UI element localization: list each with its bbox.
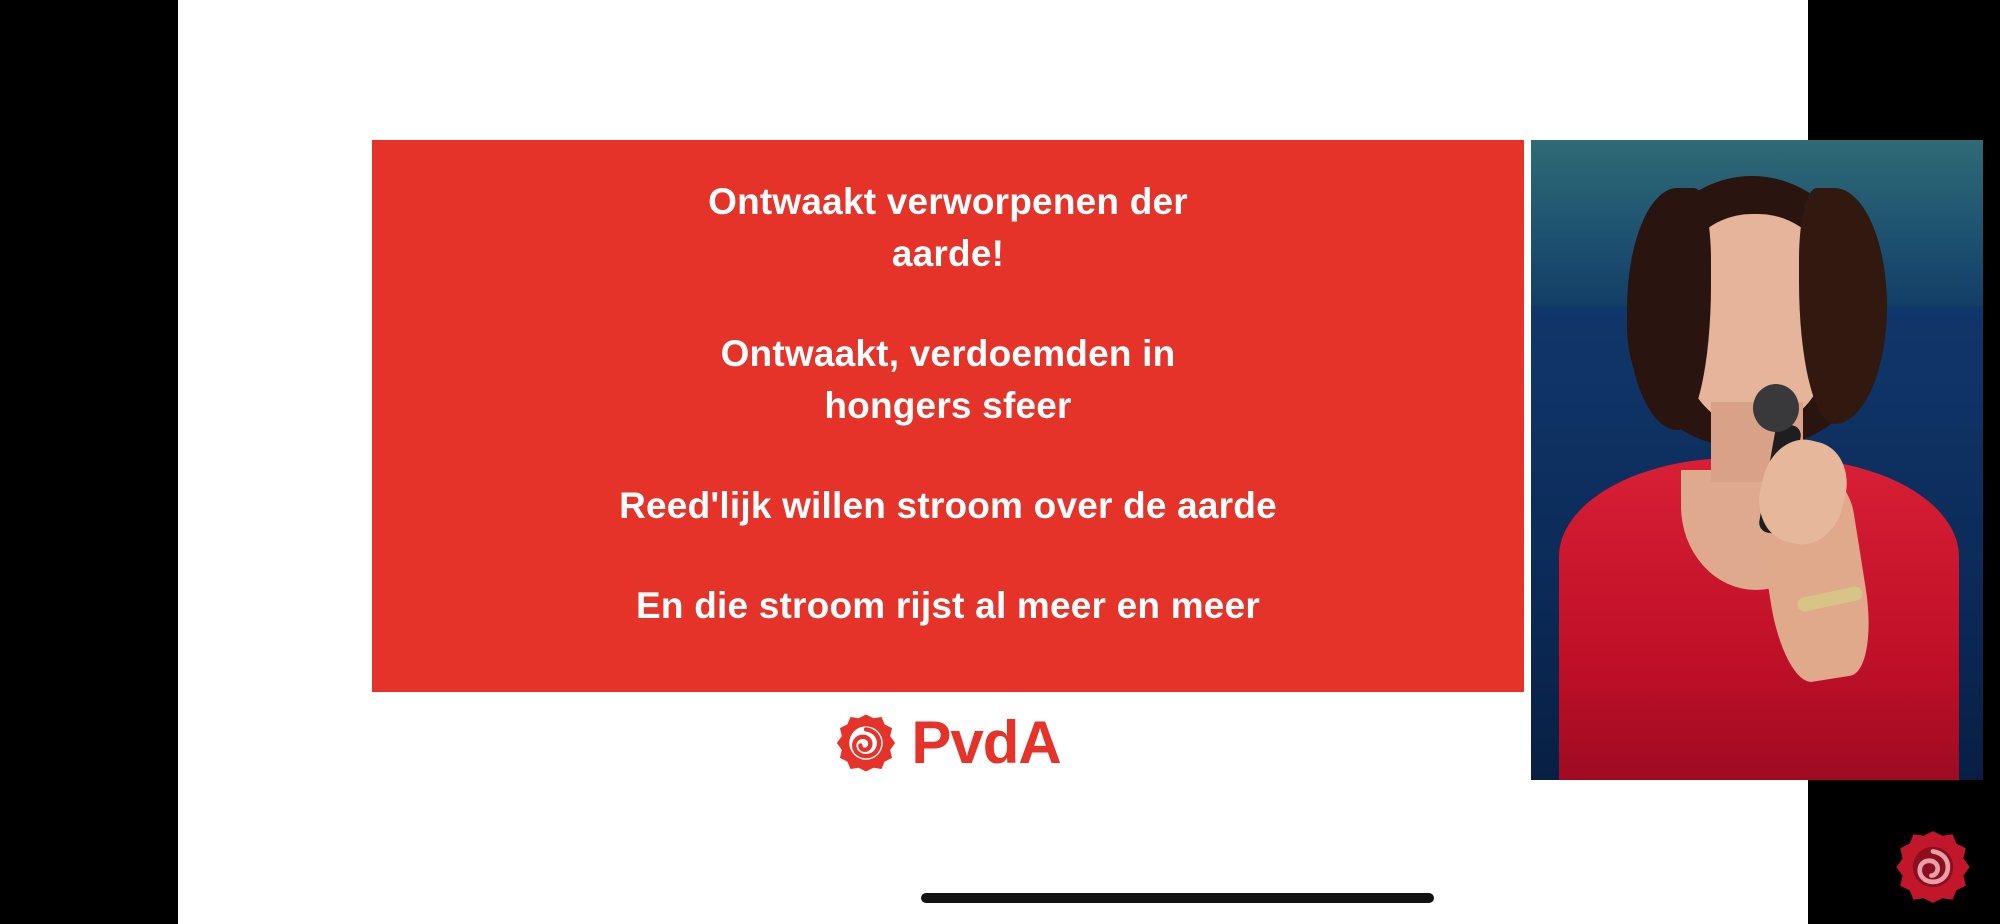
- rose-logo-icon: [835, 712, 897, 774]
- brand-logo: [372, 700, 1524, 786]
- speaker-photo: [1531, 140, 1983, 780]
- brand-name: PvdA: [911, 709, 1061, 776]
- lyric-block: [412, 480, 1484, 532]
- lyrics-panel: [372, 140, 1524, 692]
- rose-watermark-icon: [1894, 828, 1972, 906]
- lyric-block: [412, 176, 1484, 280]
- lyric-block: [412, 580, 1484, 632]
- microphone-head-icon: [1753, 384, 1799, 432]
- home-indicator: [921, 893, 1434, 903]
- lyric-line: En die stroom rijst al meer en meer: [636, 585, 1260, 626]
- lyric-line: Ontwaakt verworpenen der: [708, 181, 1188, 222]
- lyric-line: hongers sfeer: [824, 385, 1072, 426]
- lyric-block: [412, 328, 1484, 432]
- lyric-line: Ontwaakt, verdoemden in: [720, 333, 1176, 374]
- lyric-line: Reed'lijk willen stroom over de aarde: [619, 485, 1277, 526]
- lyric-line: aarde!: [891, 233, 1005, 274]
- slide-surface: [178, 0, 1808, 924]
